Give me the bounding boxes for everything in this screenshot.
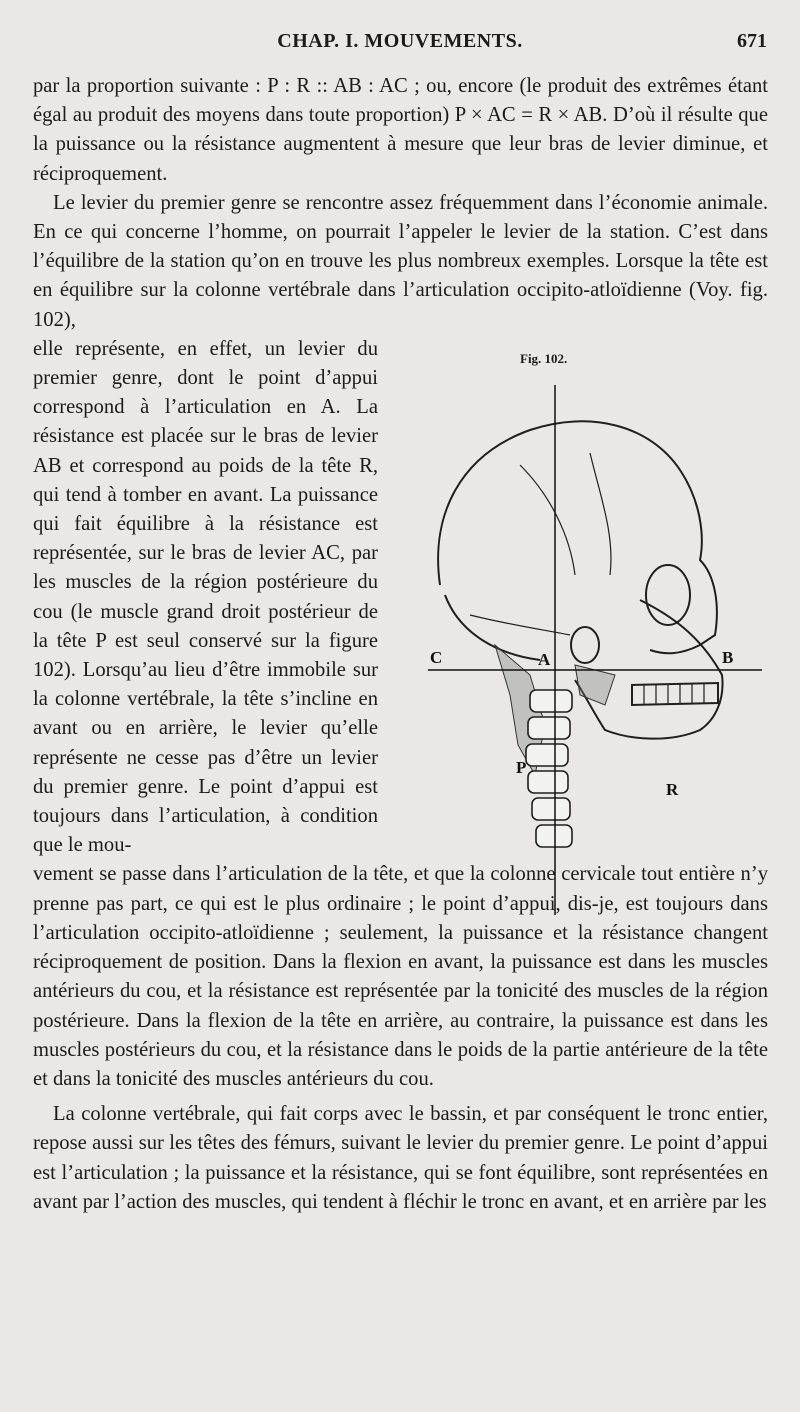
- page-number: 671: [737, 30, 767, 52]
- skull-ear: [571, 627, 599, 663]
- skull-cranium: [438, 421, 717, 653]
- paragraph-1: par la proportion suivante : P : R :: AB : AC ; ou, encore (le produit des extrêmes étant égal au produit des moyens dans toute proportion) P × AC = R × AB. D’où il résulte que la puissance ou la résistance augmentent à mesure que leur bras de levier diminue, et réciproquement.: [33, 75, 768, 185]
- label-c: C: [430, 648, 443, 667]
- paragraph-2-side: elle représente, en effet, un levier du premier genre, dont le point d’appui correspond à l’articulation en A. La résistance est placée sur le bras de levier AB et correspond au poids de la tête R, qui tend à tomber en avant. La puissance qui fait équilibre à la résistance est représentée, sur le bras de levier AC, par les muscles de la région postérieure du cou (le muscle grand droit postérieur de la tête P est seul conservé sur la figure 102). Lorsqu’au lieu d’être immobile sur la colonne vertébrale, la tête s’incline en avant ou en arrière, le levier qu’elle représente ne cesse pas d’être un levier du premier genre. Le point d’appui est toujours dans l’articulation, à condition que le mou-: [33, 337, 378, 857]
- paragraph-2-top: Le levier du premier genre se rencontre assez fréquemment dans l’économie animale. En ce qui concerne l’homme, on pourrait l’appeler le levier de la station. C’est dans l’équilibre de la station qu’on en trouve les plus nombreux exemples. Lorsque la tête est en équilibre sur la colonne vertébrale dans l’articulation occipito-atloïdienne (Voy. fig. 102),: [33, 191, 768, 331]
- chapter-title: CHAP. I. MOUVEMENTS.: [277, 30, 523, 52]
- anterior-neck-muscle: [575, 665, 615, 705]
- label-r: R: [666, 780, 679, 799]
- figure-caption: Fig. 102.: [520, 351, 568, 366]
- paragraph-2-bottom: vement se passe dans l’articulation de la tête, et que la colonne cervicale tout entière n’y prenne pas part, ce qui est le plus ordinaire ; le point d’appui, dis-je, est toujours dans l’articulation occipito-atloïdienne ; seulement, la puissance et la résistance changent réciproquement de position. Dans la flexion en avant, la puissance est dans les muscles antérieurs du cou, et la résistance est représentée par la tonicité des muscles de la région postérieure. Dans la flexion de la tête en arrière, au contraire, la puissance est dans les muscles postérieurs du cou, et la résistance dans le poids de la partie antérieure de la tête et dans la tonicité des muscles antérieurs du cou.: [33, 863, 768, 1090]
- label-a: A: [538, 650, 551, 669]
- label-p: P: [516, 758, 527, 777]
- figure-102: [400, 345, 800, 925]
- skull-lever-illustration: [400, 345, 800, 925]
- paragraph-3: La colonne vertébrale, qui fait corps avec le bassin, et par conséquent le tronc entier, repose aussi sur les têtes des fémurs, suivant le levier du premier genre. Le point d’appui est l’articulation ; la puissance et la résistance, qui se font équilibre, sont représentées en avant par l’action des muscles, qui tendent à fléchir le tronc en avant, et en arrière par les: [33, 1103, 768, 1213]
- running-header: [0, 30, 800, 60]
- label-b: B: [722, 648, 734, 667]
- skull-teeth: [632, 683, 718, 705]
